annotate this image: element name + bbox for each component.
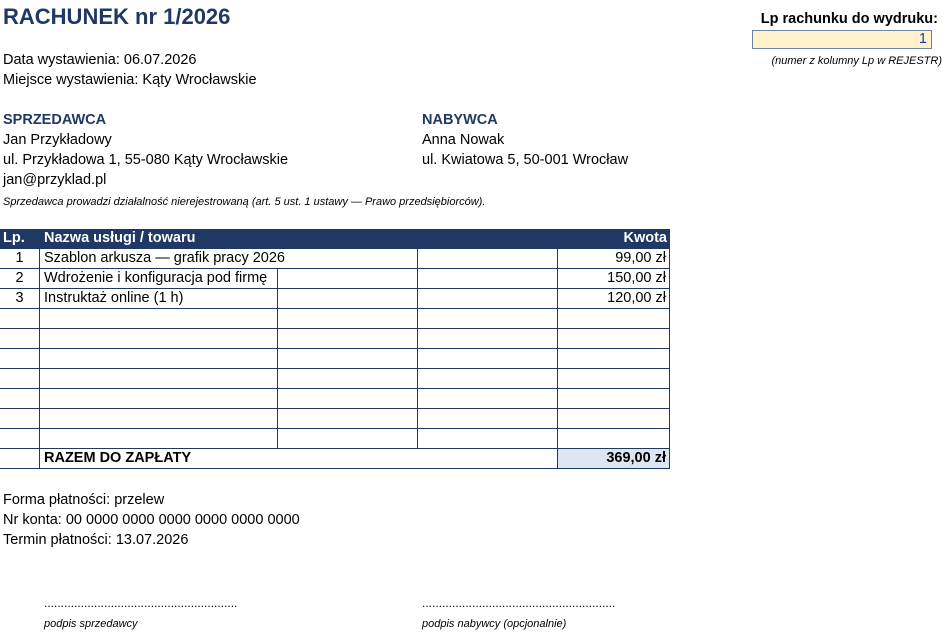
empty-cell[interactable] xyxy=(278,429,418,448)
empty-cell[interactable] xyxy=(0,369,40,388)
table-row xyxy=(0,249,670,269)
row-lp[interactable]: 3 xyxy=(0,289,40,308)
table-row xyxy=(0,289,670,309)
empty-cell[interactable] xyxy=(278,349,418,368)
empty-cell[interactable] xyxy=(418,449,558,468)
empty-cell[interactable] xyxy=(418,389,558,408)
row-amount[interactable]: 120,00 zł xyxy=(558,289,670,308)
row-name[interactable]: Szablon arkusza — grafik pracy 2026 xyxy=(44,250,285,266)
seller-name: Jan Przykładowy xyxy=(3,132,112,148)
empty-table-row xyxy=(0,369,670,389)
empty-cell[interactable] xyxy=(418,249,558,268)
empty-cell[interactable] xyxy=(558,389,670,408)
buyer-signature-label: podpis nabywcy (opcjonalnie) xyxy=(422,618,567,630)
seller-address: ul. Przykładowa 1, 55-080 Kąty Wrocławskie xyxy=(3,152,289,168)
empty-cell[interactable] xyxy=(40,389,278,408)
lp-note: (numer z kolumny Lp w REJESTR) xyxy=(771,55,942,67)
payment-method: Forma płatności: przelew xyxy=(3,492,165,508)
total-row xyxy=(0,449,670,469)
total-amount: 369,00 zł xyxy=(558,449,670,468)
buyer-signature-line: .......................................................... xyxy=(422,596,616,610)
payment-account: Nr konta: 00 0000 0000 0000 0000 0000 0000 xyxy=(3,512,300,528)
issue-place: Miejsce wystawienia: Kąty Wrocławskie xyxy=(3,72,257,88)
row-lp[interactable]: 2 xyxy=(0,269,40,288)
seller-email: jan@przyklad.pl xyxy=(3,172,107,188)
empty-table-row xyxy=(0,409,670,429)
lp-label: Lp rachunku do wydruku: xyxy=(760,11,938,27)
table-row xyxy=(0,269,670,289)
empty-cell[interactable] xyxy=(278,269,418,288)
empty-cell[interactable] xyxy=(278,329,418,348)
column-header-amount: Kwota xyxy=(623,230,667,246)
empty-cell[interactable] xyxy=(40,429,278,448)
seller-signature-line: .......................................................... xyxy=(44,596,238,610)
empty-cell[interactable] xyxy=(40,369,278,388)
empty-cell[interactable] xyxy=(418,329,558,348)
row-amount[interactable]: 150,00 zł xyxy=(558,269,670,288)
empty-table-row xyxy=(0,429,670,449)
empty-table-row xyxy=(0,329,670,349)
seller-signature-label: podpis sprzedawcy xyxy=(44,618,138,630)
document-title: RACHUNEK nr 1/2026 xyxy=(3,4,231,29)
buyer-address: ul. Kwiatowa 5, 50-001 Wrocław xyxy=(422,152,629,168)
empty-cell[interactable] xyxy=(278,289,418,308)
seller-header: SPRZEDAWCA xyxy=(3,112,107,128)
total-label: RAZEM DO ZAPŁATY xyxy=(44,450,192,466)
empty-cell[interactable] xyxy=(0,409,40,428)
empty-cell[interactable] xyxy=(558,409,670,428)
empty-cell[interactable] xyxy=(40,409,278,428)
row-lp[interactable]: 1 xyxy=(0,249,40,268)
empty-cell[interactable] xyxy=(40,329,278,348)
empty-cell[interactable] xyxy=(278,389,418,408)
seller-note: Sprzedawca prowadzi działalność nierejestrowaną (art. 5 ust. 1 ustawy — Prawo przedsiębiorców). xyxy=(3,196,486,208)
empty-cell[interactable] xyxy=(0,349,40,368)
row-name[interactable]: Instruktaż online (1 h) xyxy=(40,289,278,308)
column-header-name: Nazwa usługi / towaru xyxy=(44,230,196,246)
empty-table-row xyxy=(0,349,670,369)
empty-table-row xyxy=(0,389,670,409)
lp-input[interactable]: 1 xyxy=(752,30,932,49)
table-header-row xyxy=(0,229,670,249)
issue-date: Data wystawienia: 06.07.2026 xyxy=(3,52,197,68)
empty-cell[interactable] xyxy=(40,349,278,368)
empty-cell[interactable] xyxy=(278,369,418,388)
row-name[interactable]: Wdrożenie i konfiguracja pod firmę xyxy=(40,269,278,288)
empty-cell[interactable] xyxy=(0,449,40,468)
payment-due: Termin płatności: 13.07.2026 xyxy=(3,532,189,548)
empty-table-row xyxy=(0,309,670,329)
empty-cell[interactable] xyxy=(558,329,670,348)
empty-cell[interactable] xyxy=(0,309,40,328)
empty-cell[interactable] xyxy=(0,329,40,348)
empty-cell[interactable] xyxy=(0,429,40,448)
empty-cell[interactable] xyxy=(418,369,558,388)
empty-cell[interactable] xyxy=(558,369,670,388)
items-table xyxy=(0,229,670,469)
buyer-name: Anna Nowak xyxy=(422,132,505,148)
empty-cell[interactable] xyxy=(40,309,278,328)
empty-cell[interactable] xyxy=(278,309,418,328)
empty-cell[interactable] xyxy=(418,309,558,328)
column-header-lp: Lp. xyxy=(3,230,25,246)
empty-cell[interactable] xyxy=(558,309,670,328)
empty-cell[interactable] xyxy=(418,269,558,288)
empty-cell[interactable] xyxy=(558,429,670,448)
empty-cell[interactable] xyxy=(0,389,40,408)
empty-cell[interactable] xyxy=(418,409,558,428)
empty-cell[interactable] xyxy=(278,409,418,428)
empty-cell[interactable] xyxy=(418,289,558,308)
empty-cell[interactable] xyxy=(418,349,558,368)
buyer-header: NABYWCA xyxy=(422,112,498,128)
row-amount[interactable]: 99,00 zł xyxy=(558,249,670,268)
empty-cell[interactable] xyxy=(558,349,670,368)
empty-cell[interactable] xyxy=(418,429,558,448)
